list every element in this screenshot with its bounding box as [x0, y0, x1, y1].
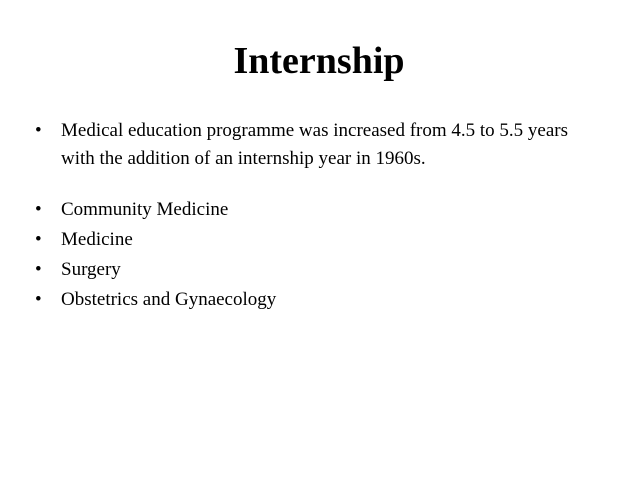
bullet-list: [35, 117, 605, 315]
bullet-item: [35, 195, 605, 225]
bullet-dot: •: [35, 259, 42, 280]
bullet-dot: •: [35, 120, 42, 141]
slide-title: Internship: [233, 40, 405, 82]
bullet-text: Surgery: [61, 259, 121, 280]
bullet-dot: •: [35, 229, 42, 250]
bullet-text: Medical education programme was increased from 4.5 to 5.5 years with the addition of an internship year in 1960s.: [61, 120, 569, 169]
bullet-dot: •: [35, 289, 42, 310]
bullet-text: Community Medicine: [61, 199, 229, 220]
bullet-item: [35, 225, 605, 255]
bullet-text: Medicine: [61, 229, 133, 250]
bullet-item: [35, 255, 605, 285]
bullet-text: Obstetrics and Gynaecology: [61, 289, 277, 310]
bullet-dot: •: [35, 199, 42, 220]
bullet-item: [35, 117, 605, 173]
bullet-item: [35, 285, 605, 315]
